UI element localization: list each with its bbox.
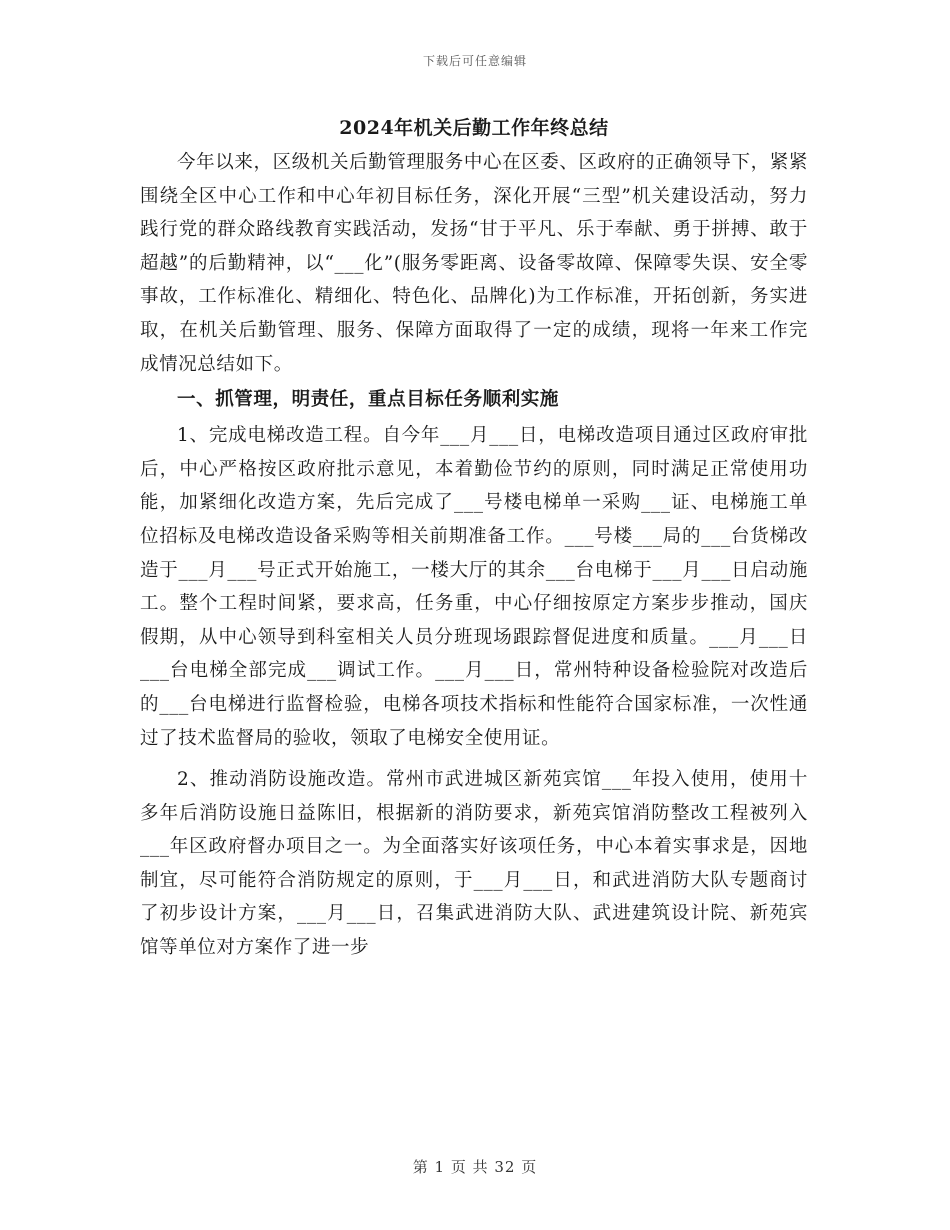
page-footer: 第 1 页 共 32 页 <box>412 1158 538 1176</box>
intro-paragraph: 今年以来，区级机关后勤管理服务中心在区委、区政府的正确领导下，紧紧围绕全区中心工作和中心年初目标任务，深化开展“三型”机关建设活动，努力践行党的群众路线教育实践活动，发扬“甘于平凡、乐于奉献、勇于拼搏、敢于超越”的后勤精神，以“___化”(服务零距离、设备零故障、保障零失误、安全零事故，工作标准化、精细化、特色化、品牌化)为工作标准，开拓创新，务实进取，在机关后勤管理、服务、保障方面取得了一定的成绩，现将一年来工作完成情况总结如下。 <box>140 152 808 375</box>
document-title: 2024年机关后勤工作年终总结 <box>339 117 609 139</box>
document-body <box>140 112 808 965</box>
item-paragraph-elevator: 1、完成电梯改造工程。自今年___月___日，电梯改造项目通过区政府审批后，中心严格按区政府批示意见，本着勤俭节约的原则，同时满足正常使用功能，加紧细化改造方案，先后完成了___号楼电梯单一采购___证、电梯施工单位招标及电梯改造设备采购等相关前期准备工作。___号楼___局的___台货梯改造于___月___号正式开始施工，一楼大厅的其余___台电梯于___月___日启动施工。整个工程时间紧，要求高，任务重，中心仔细按原定方案步步推动，国庆假期，从中心领导到科室相关人员分班现场跟踪督促进度和质量。___月___日___台电梯全部完成___调试工作。___月___日，常州特种设备检验院对改造后的___台电梯进行监督检验，电梯各项技术指标和性能符合国家标准，一次性通过了技术监督局的验收，领取了电梯安全使用证。 <box>140 425 808 749</box>
section-heading: 一、抓管理，明责任，重点目标任务顺利实施 <box>177 389 560 411</box>
item-paragraph-fire-safety: 2、推动消防设施改造。常州市武进城区新苑宾馆___年投入使用，使用十多年后消防设施日益陈旧，根据新的消防要求，新苑宾馆消防整改工程被列入___年区政府督办项目之一。为全面落实好该项任务，中心本着实事求是，因地制宜，尽可能符合消防规定的原则，于___月___日，和武进消防大队专题商讨了初步设计方案，___月___日，召集武进消防大队、武进建筑设计院、新苑宾馆等单位对方案作了进一步 <box>140 769 808 959</box>
page-header-note: 下载后可任意编辑 <box>422 54 527 68</box>
